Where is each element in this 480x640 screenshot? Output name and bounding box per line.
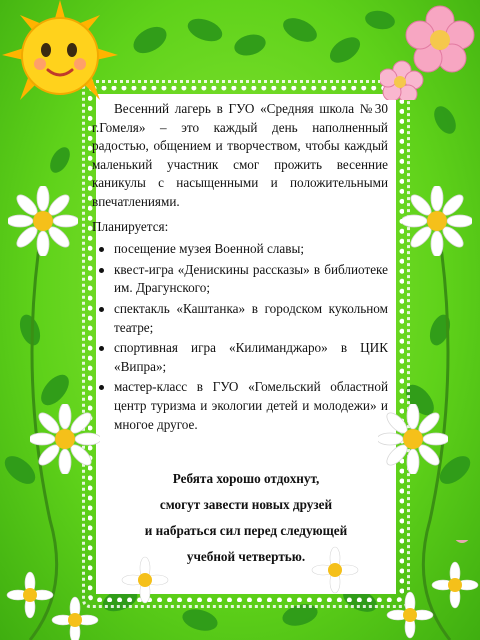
list-item: спортивная игра «Килиманджаро» в ЦИК «Випра»; xyxy=(114,339,388,376)
text-content xyxy=(92,100,388,436)
plan-list xyxy=(92,240,388,434)
closing-line: и набраться сил перед следующей xyxy=(144,523,348,538)
list-item: посещение музея Военной славы; xyxy=(114,240,388,259)
sun-icon xyxy=(0,0,120,110)
plan-heading: Планируется: xyxy=(92,218,169,234)
pink-flower-icon xyxy=(380,0,480,100)
list-item: квест-игра «Денискины рассказы» в библиотеке им. Драгунского; xyxy=(114,261,388,298)
list-item: спектакль «Каштанка» в городском кукольном театре; xyxy=(114,300,388,337)
daisy-icon xyxy=(378,404,448,474)
closing-line: смогут завести новых друзей xyxy=(159,497,333,512)
daisy-icon xyxy=(8,186,78,256)
closing-text xyxy=(96,466,396,570)
closing-line: учебной четвертью. xyxy=(186,549,306,564)
daisy-icon xyxy=(402,186,472,256)
intro-paragraph: Весенний лагерь в ГУО «Средняя школа №30 г.Гомеля» – это каждый день наполненный радостью, общением и творчеством, чтобы каждый маленький участник смог прожить весенние каникулы с насыщенными и положительными впечатлениями. xyxy=(92,101,388,209)
daisy-icon xyxy=(30,404,100,474)
list-item: мастер-класс в ГУО «Гомельский областной центр туризма и экологии детей и молодежи» и многое другое. xyxy=(114,378,388,434)
closing-line: Ребята хорошо отдохнут, xyxy=(172,471,320,486)
